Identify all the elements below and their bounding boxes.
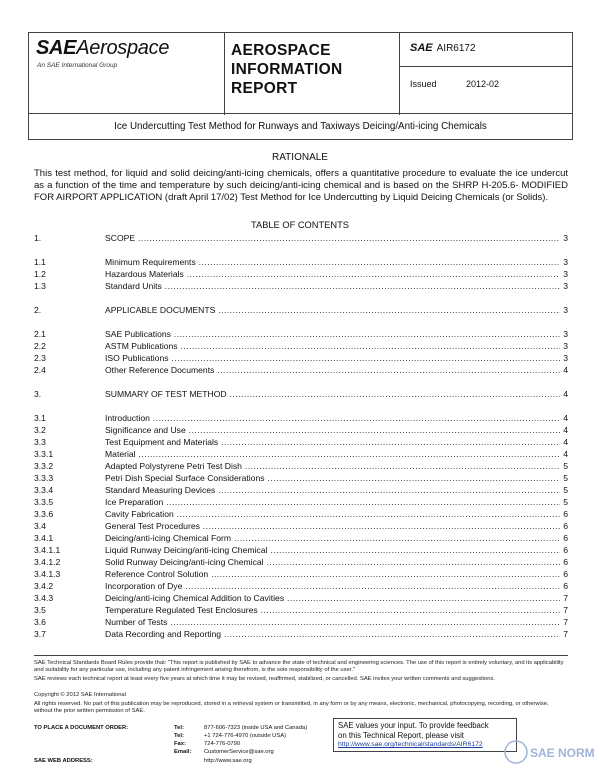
toc-entry-page: 5 [563,461,568,471]
toc-entry[interactable] [34,556,568,568]
feedback-link[interactable]: http://www.sae.org/technical/standards/AIR6172 [338,741,483,748]
toc-entry[interactable] [34,364,568,376]
toc-entry[interactable] [34,388,568,400]
toc-entry-title: Introduction ..... [105,412,560,424]
toc-entry[interactable] [34,232,568,244]
toc-entry-number: 1.1 [34,257,46,267]
toc-entry-page: 3 [563,281,568,291]
toc-entry-number: 2.2 [34,341,46,351]
footer-rules: SAE Technical Standards Board Rules provide that: "This report is published by SAE to advance the state of technical and engineering sciences. The use of this report is entirely voluntary, and its applicability and suitability for any particular use, including any patent infringement arising therefrom, is the sole responsibility of the user." [34,660,564,674]
toc-entry-title: Deicing/anti-icing Chemical Addition to Cavities ..... [105,592,560,604]
toc-entry[interactable] [34,340,568,352]
toc-entry-page: 7 [563,605,568,615]
toc-entry-page: 6 [563,509,568,519]
toc-entry-title: SCOPE ..... [105,232,560,244]
toc-entry-number: 3.3.1 [34,449,54,459]
toc-entry[interactable] [34,424,568,436]
toc-entry-title: Liquid Runway Deicing/anti-icing Chemical ..... [105,544,560,556]
toc-entry-title: Incorporation of Dye ..... [105,580,560,592]
toc-entry[interactable] [34,604,568,616]
toc-entry-title: APPLICABLE DOCUMENTS ..... [105,304,560,316]
toc-entry-title: Solid Runway Deicing/anti-icing Chemical ..... [105,556,560,568]
sae-norm-watermark [504,738,596,766]
watermark-globe-icon [505,741,527,763]
toc-entry-page: 7 [563,617,568,627]
sae-aerospace-logo [29,33,225,115]
toc-entry-page: 6 [563,569,568,579]
toc-entry-page: 6 [563,521,568,531]
toc-entry[interactable] [34,592,568,604]
toc-entry-page: 5 [563,485,568,495]
toc-entry-title: Ice Preparation ..... [105,496,560,508]
toc-entry[interactable] [34,628,568,640]
toc-entry-number: 3.4.1 [34,533,54,543]
toc-entry-number: 3.7 [34,629,46,639]
toc-entry-title: Other Reference Documents ..... [105,364,560,376]
toc-entry[interactable] [34,544,568,556]
toc-entry-number: 2.4 [34,365,46,375]
toc-entry-title: Reference Control Solution ..... [105,568,560,580]
toc-entry-number: 3.4.3 [34,593,54,603]
toc-entry-page: 6 [563,545,568,555]
toc-entry-page: 6 [563,557,568,567]
toc-entry-number: 3.3.2 [34,461,54,471]
toc-entry-number: 1. [34,233,42,243]
toc-entry-number: 3.1 [34,413,46,423]
toc-entry[interactable] [34,268,568,280]
toc-entry-page: 3 [563,305,568,315]
brand-subtitle: An SAE International Group [37,62,118,69]
toc-entry-title: Cavity Fabrication ..... [105,508,560,520]
toc-entry-number: 3.4.1.3 [34,569,61,579]
toc-entry-number: 3.6 [34,617,46,627]
toc-entry[interactable] [34,304,568,316]
toc-entry-number: 3.4.1.2 [34,557,61,567]
toc-entry-number: 3.3.6 [34,509,54,519]
footer-review: SAE reviews each technical report at least every five years at which time it may be revised, reaffirmed, stabilized, or cancelled. SAE invites your written comments and suggestions. [34,676,495,682]
toc-entry-page: 5 [563,473,568,483]
watermark-text: SAE NORM [530,746,595,760]
footer-divider [34,655,568,656]
toc-entry[interactable] [34,412,568,424]
toc-entry-page: 5 [563,497,568,507]
toc-entry[interactable] [34,520,568,532]
rationale-text: This test method, for liquid and solid deicing/anti-icing chemicals, offers a quantitative procedure to evaluate the ice undercut as a function of the time and temperature by such deicing/anti-icing chemical and is based on the SHRP H-205.6- MODIFIED FOR AIRPORT APPLICATION (draft April 17/02) Test Method for Ice Undercutting by Liquid Deicing Chemicals (or Solids). [34,168,568,204]
document-number-box [400,33,572,115]
toc-entry[interactable] [34,256,568,268]
toc-heading: TABLE OF CONTENTS [251,220,349,230]
brand-name: SAEAerospace [36,37,170,59]
toc-entry-page: 6 [563,533,568,543]
toc-entry[interactable] [34,328,568,340]
toc-entry-page: 4 [563,425,568,435]
toc-entry[interactable] [34,352,568,364]
toc-entry-page: 4 [563,413,568,423]
toc-entry-title: ASTM Publications ..... [105,340,560,352]
toc-entry-number: 3.3.3 [34,473,54,483]
toc-entry-number: 1.3 [34,281,46,291]
toc-entry-title: ISO Publications ..... [105,352,560,364]
toc-entry[interactable] [34,472,568,484]
toc-entry-title: Adapted Polystyrene Petri Test Dish ..... [105,460,560,472]
toc-entry-number: 2. [34,305,42,315]
toc-entry-number: 3.5 [34,605,46,615]
toc-entry-page: 7 [563,629,568,639]
toc-entry-title: Deicing/anti-icing Chemical Form ..... [105,532,560,544]
footer-copyright: Copyright © 2012 SAE International [34,692,126,698]
toc-entry-title: SUMMARY OF TEST METHOD ..... [105,388,560,400]
toc-entry-page: 7 [563,593,568,603]
toc-entry[interactable] [34,280,568,292]
toc-entry-number: 3.3.5 [34,497,54,507]
toc-entry-number: 2.1 [34,329,46,339]
toc-entry-title: Significance and Use ..... [105,424,560,436]
website-link[interactable]: http://www.sae.org [204,758,252,764]
toc-entry-page: 3 [563,341,568,351]
toc-entry[interactable] [34,460,568,472]
toc-entry[interactable] [34,532,568,544]
toc-entry[interactable] [34,496,568,508]
toc-entry-page: 3 [563,353,568,363]
toc-entry-title: Standard Measuring Devices ..... [105,484,560,496]
toc-entry-number: 2.3 [34,353,46,363]
toc-entry-page: 4 [563,437,568,447]
toc-entry-number: 3.3 [34,437,46,447]
toc-entry[interactable] [34,484,568,496]
issued-date: Issued 2012-02 [410,79,500,89]
toc-entry[interactable] [34,448,568,460]
toc-entry-title: Data Recording and Reporting ..... [105,628,560,640]
rationale-heading: RATIONALE [272,152,328,163]
toc-entry-page: 6 [563,581,568,591]
toc-entry-title: General Test Procedures ..... [105,520,560,532]
toc-entry-number: 3.4.2 [34,581,54,591]
toc-entry-page: 4 [563,449,568,459]
document-title: Ice Undercutting Test Method for Runways and Taxiways Deicing/Anti-icing Chemicals [28,114,573,140]
toc-entry-title: Number of Tests ..... [105,616,560,628]
toc-entry-page: 3 [563,269,568,279]
report-type: AEROSPACE INFORMATION REPORT [225,33,400,115]
toc-entry-page: 4 [563,389,568,399]
toc-entry[interactable] [34,580,568,592]
toc-entry[interactable] [34,508,568,520]
footer-rights: All rights reserved. No part of this publication may be reproduced, stored in a retrieval system or transmitted, in any form or by any means, electronic, mechanical, photocopying, recording, or otherwise, without the prior written permission of SAE. [34,701,549,715]
toc-entry-title: Standard Units ..... [105,280,560,292]
toc-entry-title: SAE Publications ..... [105,328,560,340]
watermark-graphic [504,738,596,766]
toc-entry-number: 3.4 [34,521,46,531]
toc-entry-page: 4 [563,365,568,375]
email-link[interactable]: CustomerService@sae.org [204,749,274,755]
toc-entry-title: Petri Dish Special Surface Considerations ..... [105,472,560,484]
toc-entry-page: 3 [563,233,568,243]
toc-entry-title: Hazardous Materials ..... [105,268,560,280]
document-number: SAE AIR6172 [400,33,572,67]
toc-entry-title: Temperature Regulated Test Enclosures ..... [105,604,560,616]
toc-entry[interactable] [34,616,568,628]
toc-entry-title: Test Equipment and Materials ..... [105,436,560,448]
toc-entry-title: Minimum Requirements ..... [105,256,560,268]
toc-entry-number: 3.2 [34,425,46,435]
toc-entry-number: 3.3.4 [34,485,54,495]
toc-entry-page: 3 [563,329,568,339]
toc-entry-title: Material ..... [105,448,560,460]
toc-entry[interactable] [34,568,568,580]
document-header [28,32,573,114]
feedback-box: SAE values your input. To provide feedback on this Technical Report, please visit http://www.sae.org/technical/standards/AIR6172 [333,718,517,752]
toc-entry-page: 3 [563,257,568,267]
toc-entry-number: 1.2 [34,269,46,279]
toc-entry-number: 3.4.1.1 [34,545,61,555]
toc-entry[interactable] [34,436,568,448]
toc-entry-number: 3. [34,389,42,399]
